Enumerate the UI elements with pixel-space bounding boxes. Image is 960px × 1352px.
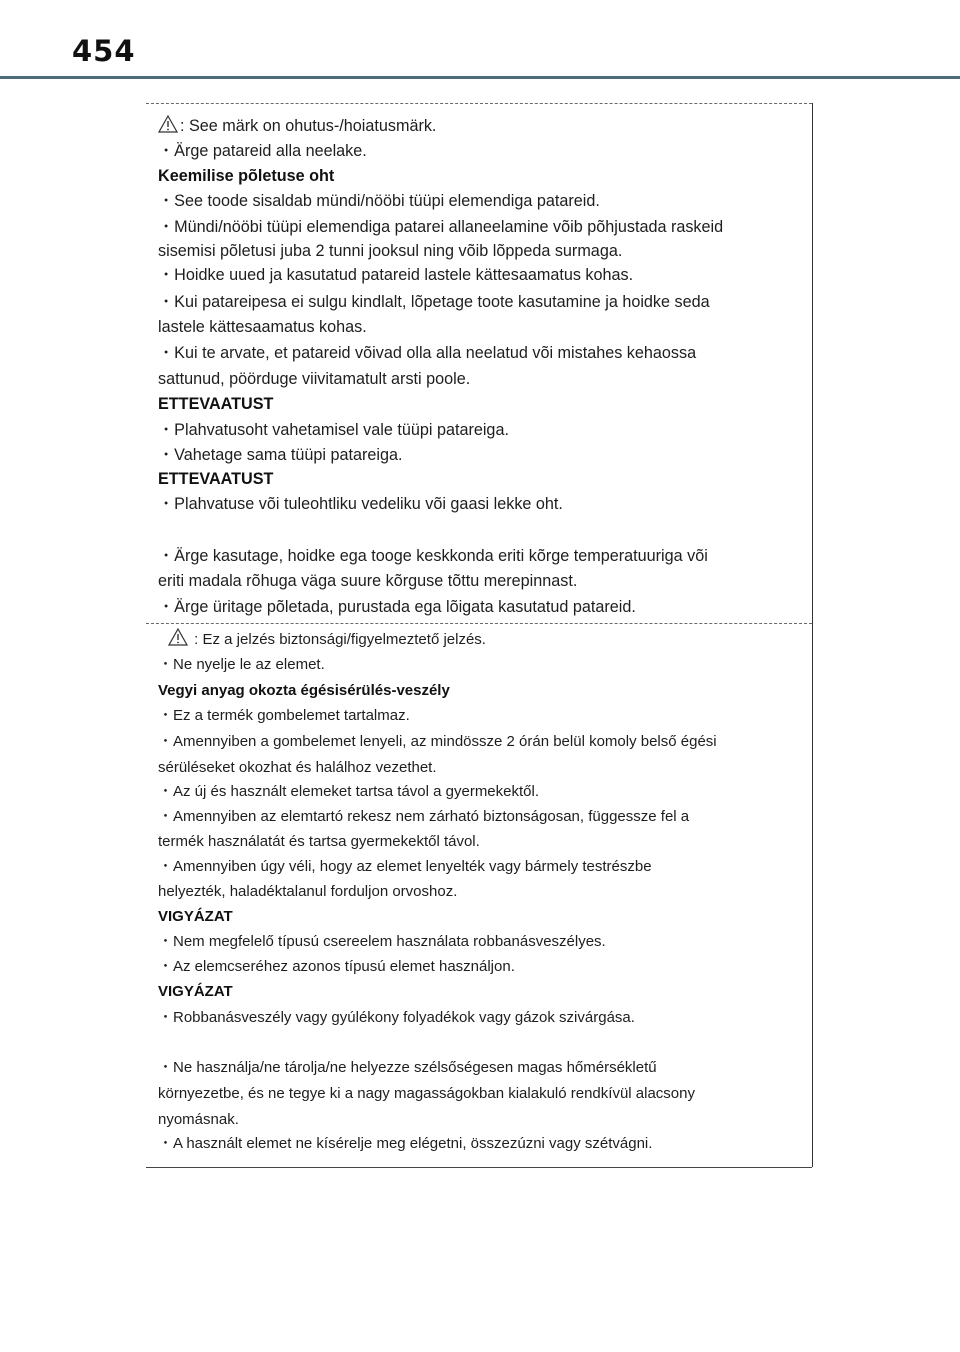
- text-line: sérüléseket okozhat és halálhoz vezethet.: [158, 759, 437, 776]
- text-line: ・Az új és használt elemeket tartsa távol a gyermekektől.: [158, 783, 540, 800]
- text-line: sattunud, pöörduge viivitamatult arsti poole.: [158, 370, 471, 388]
- text-line: termék használatát és tartsa gyermekektől távol.: [158, 833, 480, 850]
- text-line: ・A használt elemet ne kísérelje meg elégetni, összezúzni vagy szétvágni.: [158, 1135, 653, 1152]
- warning-mark-text: : Ez a jelzés biztonsági/figyelmeztető jelzés.: [190, 631, 486, 648]
- text-line: ・Ärge üritage põletada, purustada ega lõigata kasutatud patareid.: [158, 598, 636, 616]
- text-line: eriti madala rõhuga väga suure kõrguse tõttu merepinnast.: [158, 572, 578, 590]
- text-line: ・Kui te arvate, et patareid võivad olla alla neelatud või mistahes kehaossa: [158, 344, 697, 362]
- text-line: helyezték, haladéktalanul forduljon orvoshoz.: [158, 883, 458, 900]
- text-line: ・See toode sisaldab mündi/nööbi tüüpi elemendiga patareid.: [158, 192, 600, 210]
- text-line: ・Ne használja/ne tárolja/ne helyezze szélsőségesen magas hőmérsékletű: [158, 1059, 657, 1076]
- box-divider-rule: [146, 623, 812, 624]
- page-number: 454: [72, 34, 136, 68]
- text-line: ・Mündi/nööbi tüüpi elemendiga patarei allaneelamine võib põhjustada raskeid: [158, 218, 724, 236]
- warning-mark-line: [168, 628, 486, 650]
- caution-heading: VIGYÁZAT: [158, 983, 233, 1000]
- text-line: nyomásnak.: [158, 1111, 239, 1128]
- text-line: lastele kättesaamatus kohas.: [158, 318, 367, 336]
- text-line: ・Plahvatuse või tuleohtliku vedeliku või gaasi lekke oht.: [158, 495, 563, 513]
- text-line: ・Robbanásveszély vagy gyúlékony folyadékok vagy gázok szivárgása.: [158, 1009, 635, 1026]
- text-line: ・Nem megfelelő típusú csereelem használata robbanásveszélyes.: [158, 933, 606, 950]
- box-top-rule: [146, 103, 812, 104]
- warning-triangle-icon: [168, 628, 188, 646]
- caution-heading: ETTEVAATUST: [158, 395, 274, 413]
- section-heading: Vegyi anyag okozta égésisérülés-veszély: [158, 682, 450, 699]
- text-line: ・Ärge patareid alla neelake.: [158, 142, 367, 160]
- warning-mark-text: : See märk on ohutus-/hoiatusmärk.: [180, 117, 437, 135]
- box-right-border: [812, 103, 813, 623]
- text-line: ・Amennyiben a gombelemet lenyeli, az mindössze 2 órán belül komoly belső égési: [158, 733, 717, 750]
- caution-heading: VIGYÁZAT: [158, 908, 233, 925]
- box-right-border: [812, 623, 813, 1167]
- text-line: ・Az elemcseréhez azonos típusú elemet használjon.: [158, 958, 515, 975]
- header-rule: [0, 76, 960, 79]
- text-line: ・Plahvatusoht vahetamisel vale tüüpi patareiga.: [158, 421, 509, 439]
- caution-heading: ETTEVAATUST: [158, 470, 274, 488]
- text-line: környezetbe, és ne tegye ki a nagy magasságokban kialakuló rendkívül alacsony: [158, 1085, 695, 1102]
- text-line: ・Vahetage sama tüüpi patareiga.: [158, 446, 403, 464]
- text-line: ・Ez a termék gombelemet tartalmaz.: [158, 707, 410, 724]
- box-bottom-rule: [146, 1167, 812, 1168]
- text-line: ・Amennyiben úgy véli, hogy az elemet lenyelték vagy bármely testrészbe: [158, 858, 652, 875]
- warning-triangle-icon: [158, 115, 178, 133]
- section-heading: Keemilise põletuse oht: [158, 167, 335, 185]
- text-line: sisemisi põletusi juba 2 tunni jooksul ning võib lõppeda surmaga.: [158, 242, 623, 260]
- text-line: ・Kui patareipesa ei sulgu kindlalt, lõpetage toote kasutamine ja hoidke seda: [158, 293, 710, 311]
- text-line: ・Ne nyelje le az elemet.: [158, 656, 325, 673]
- text-line: ・Ärge kasutage, hoidke ega tooge keskkonda eriti kõrge temperatuuriga või: [158, 547, 708, 565]
- text-line: ・Amennyiben az elemtartó rekesz nem zárható biztonságosan, függessze fel a: [158, 808, 690, 825]
- text-line: ・Hoidke uued ja kasutatud patareid lastele kättesaamatus kohas.: [158, 266, 634, 284]
- warning-mark-line: [158, 115, 436, 136]
